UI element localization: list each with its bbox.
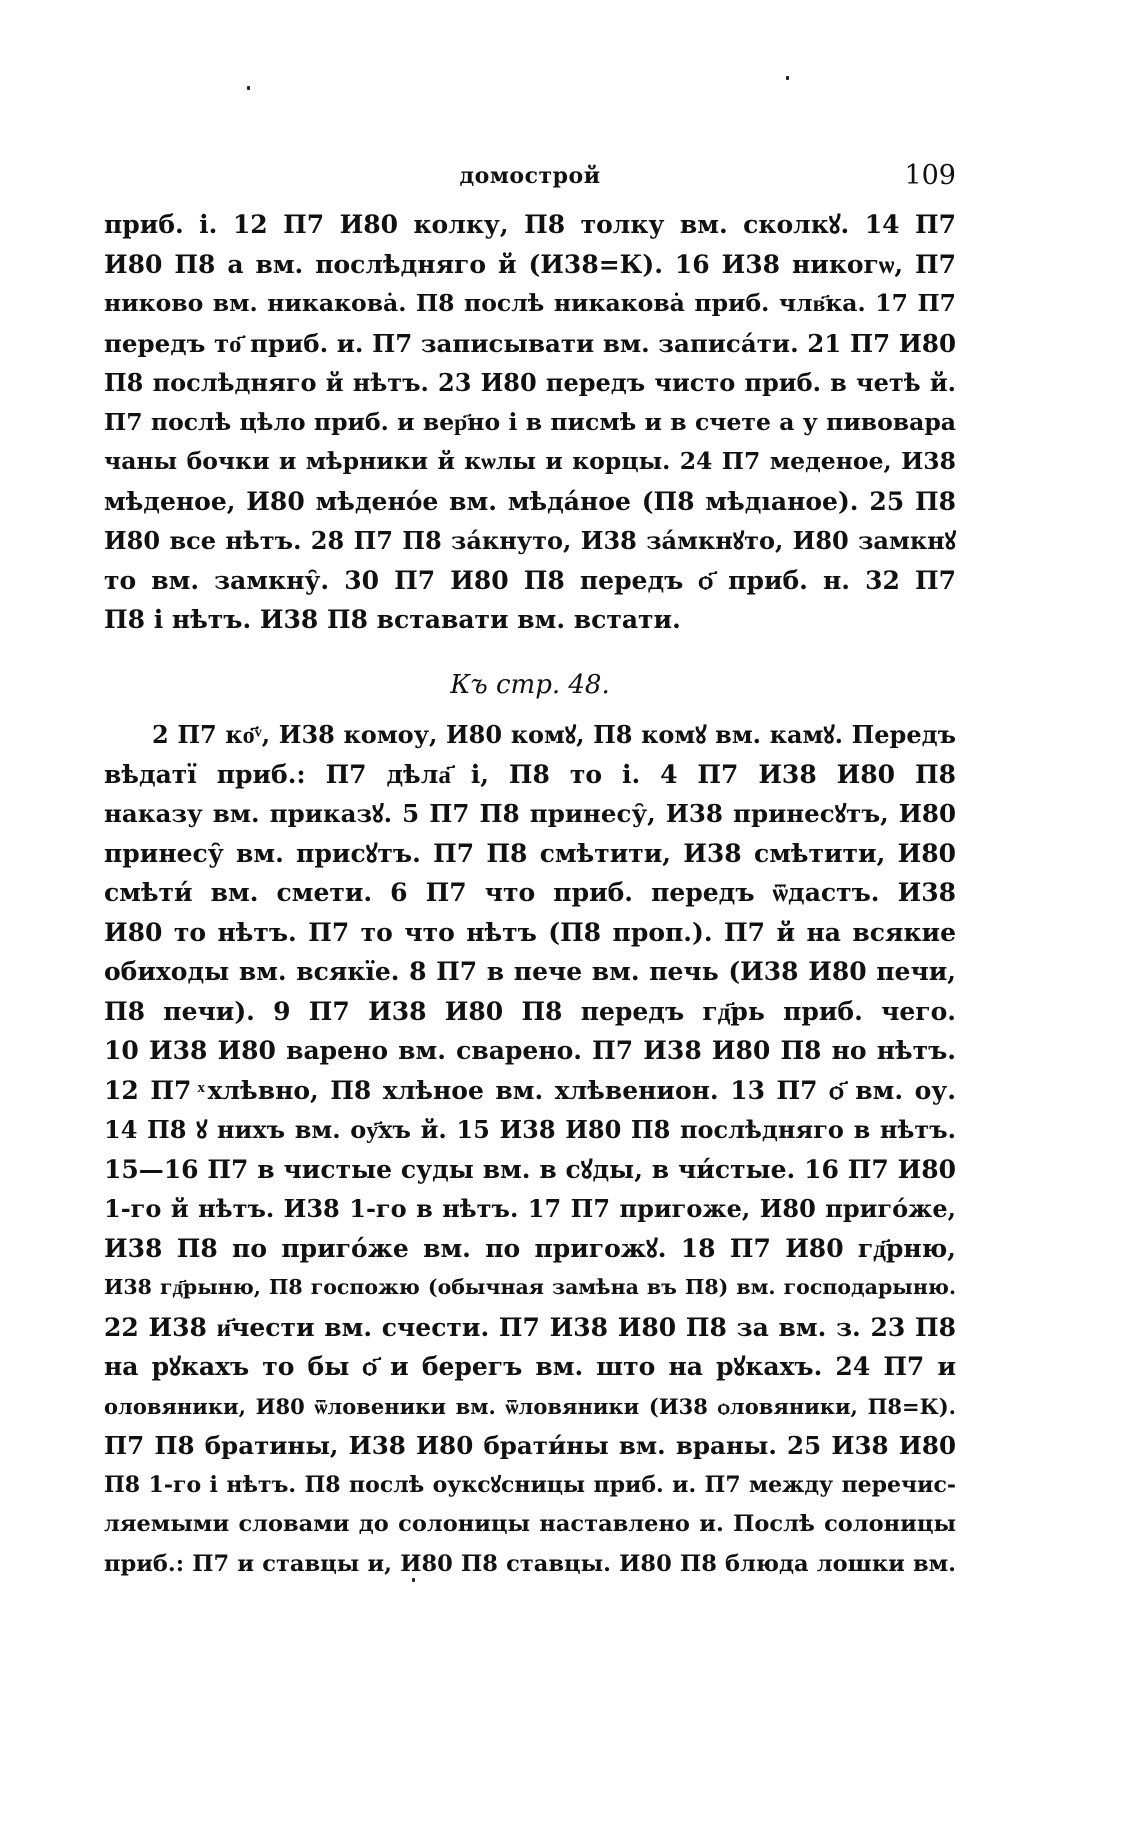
print-speck xyxy=(247,86,250,90)
text-line: приб.: П7 и ставцы и, И80 П8 ставцы. И80 П8 блюда лошки вм. xyxy=(104,1550,956,1577)
text-line: приб. і. 12 П7 И80 колку, П8 толку вм. сколкꙋ. 14 П7 xyxy=(104,210,956,239)
text-line: П8 послѣдняго й нѣтъ. 23 И80 передъ чисто приб. в четѣ й. xyxy=(104,368,956,397)
text-line: П7 послѣ цѣло приб. и вер҃но і в писмѣ и в счете а у пивовара xyxy=(104,407,956,436)
text-line: то вм. замкну̑. 30 П7 И80 П8 передъ ѻ҃ приб. н. 32 П7 xyxy=(104,565,956,595)
running-title: домострой xyxy=(459,163,601,189)
section-heading: Къ стр. 48. xyxy=(450,670,610,700)
text-line: П8 печи). 9 П7 И38 И80 П8 передъ гд҃рь приб. чего. xyxy=(104,996,956,1026)
text-line: наказу вм. приказꙋ. 5 П7 П8 принесу̑, И38 принесꙋтъ, И80 xyxy=(104,799,956,828)
text-line: П8 і нѣтъ. И38 П8 вставати вм. встати. xyxy=(104,605,681,634)
text-line: И38 П8 по приго́же вм. по пригожꙋ. 18 П7 И80 гд҃рню, xyxy=(104,1233,956,1263)
apparatus-block-1 xyxy=(104,205,956,640)
text-line: 14 П8 ꙋ нихъ вм. оу҃хъ й. 15 И38 И80 П8 послѣдняго в нѣтъ. xyxy=(104,1115,956,1144)
text-line: ляемыми словами до солоницы наставлено и. Послѣ солоницы xyxy=(104,1511,956,1537)
text-line: 1-го й нѣтъ. И38 1-го в нѣтъ. 17 П7 пригоже, И80 приго́же, xyxy=(104,1194,956,1223)
text-line: И38 гд҃рыню, П8 госпожю (обычная замѣна въ П8) вм. господарыню. xyxy=(104,1275,956,1299)
text-line: обиходы вм. всякїе. 8 П7 в пече вм. печь (И38 И80 печи, xyxy=(104,957,956,986)
running-head xyxy=(104,160,956,192)
text-line: оловяники, И80 ѿловеники вм. ѿловяники (И38 ѻловяники, П8=К). xyxy=(104,1393,956,1419)
text-line: передъ то҃ приб. и. П7 записывати вм. записа́ти. 21 П7 И80 xyxy=(104,328,956,358)
text-line: И80 все нѣтъ. 28 П7 П8 за́кнуто, И38 за́мкнꙋто, И80 замкнꙋ xyxy=(104,526,956,555)
text-line: мѣденое, И80 мѣдено́е вм. мѣда́ное (П8 мѣдıаное). 25 П8 xyxy=(104,486,956,516)
text-line: 12 П7 ͯхлѣвно, П8 хлѣное вм. хлѣвенион. 13 П7 ѻ҃ вм. оу. xyxy=(104,1075,956,1105)
text-line: вѣдатї приб.: П7 дѣла҃ і, П8 то і. 4 П7 И38 И80 П8 xyxy=(104,759,956,789)
text-line: никово вм. никаковȧ. П8 послѣ никаковȧ приб. члв҃ка. 17 П7 xyxy=(104,289,956,317)
text-line: П7 П8 братины, И38 И80 брати́ны вм. враны. 25 И38 И80 xyxy=(104,1431,956,1460)
text-line: П8 1-го і нѣтъ. П8 послѣ оуксꙋсницы приб. и. П7 между перечис- xyxy=(104,1471,956,1498)
text-line: 10 И38 И80 варено вм. сварено. П7 И38 И80 П8 но нѣтъ. xyxy=(104,1036,956,1065)
page-number: 109 xyxy=(904,160,956,191)
print-speck xyxy=(786,76,789,80)
apparatus-block-2 xyxy=(104,715,956,1584)
text-line: на рꙋкахъ то бы ѻ҃ и берегъ вм. што на рꙋкахъ. 24 П7 и xyxy=(104,1352,956,1381)
text-line: И80 П8 а вм. послѣдняго й (И38=К). 16 И38 никогѡ, П7 xyxy=(104,249,956,279)
text-line: 15—16 П7 в чистые суды вм. в сꙋды, в чи́стые. 16 П7 И80 xyxy=(104,1154,956,1184)
text-line: 22 И38 и҃чести вм. счести. П7 И38 И80 П8 за вм. з. 23 П8 xyxy=(104,1312,956,1342)
text-line: 2 П7 ко҃ͮ, И38 комоу, И80 комꙋ, П8 комꙋ вм. камꙋ. Передъ xyxy=(152,720,956,749)
text-line: И80 то нѣтъ. П7 то что нѣтъ (П8 проп.). П7 й на всякие xyxy=(104,917,956,947)
text-line: принесу̑ вм. присꙋтъ. П7 П8 смѣтити, И38 смѣтити, И80 xyxy=(104,838,956,868)
text-line: смѣти́ вм. смети. 6 П7 что приб. передъ ѿдастъ. И38 xyxy=(104,878,956,907)
text-line: чаны бочки и мѣрники й кѡлы и корцы. 24 П7 меденое, И38 xyxy=(104,447,956,475)
